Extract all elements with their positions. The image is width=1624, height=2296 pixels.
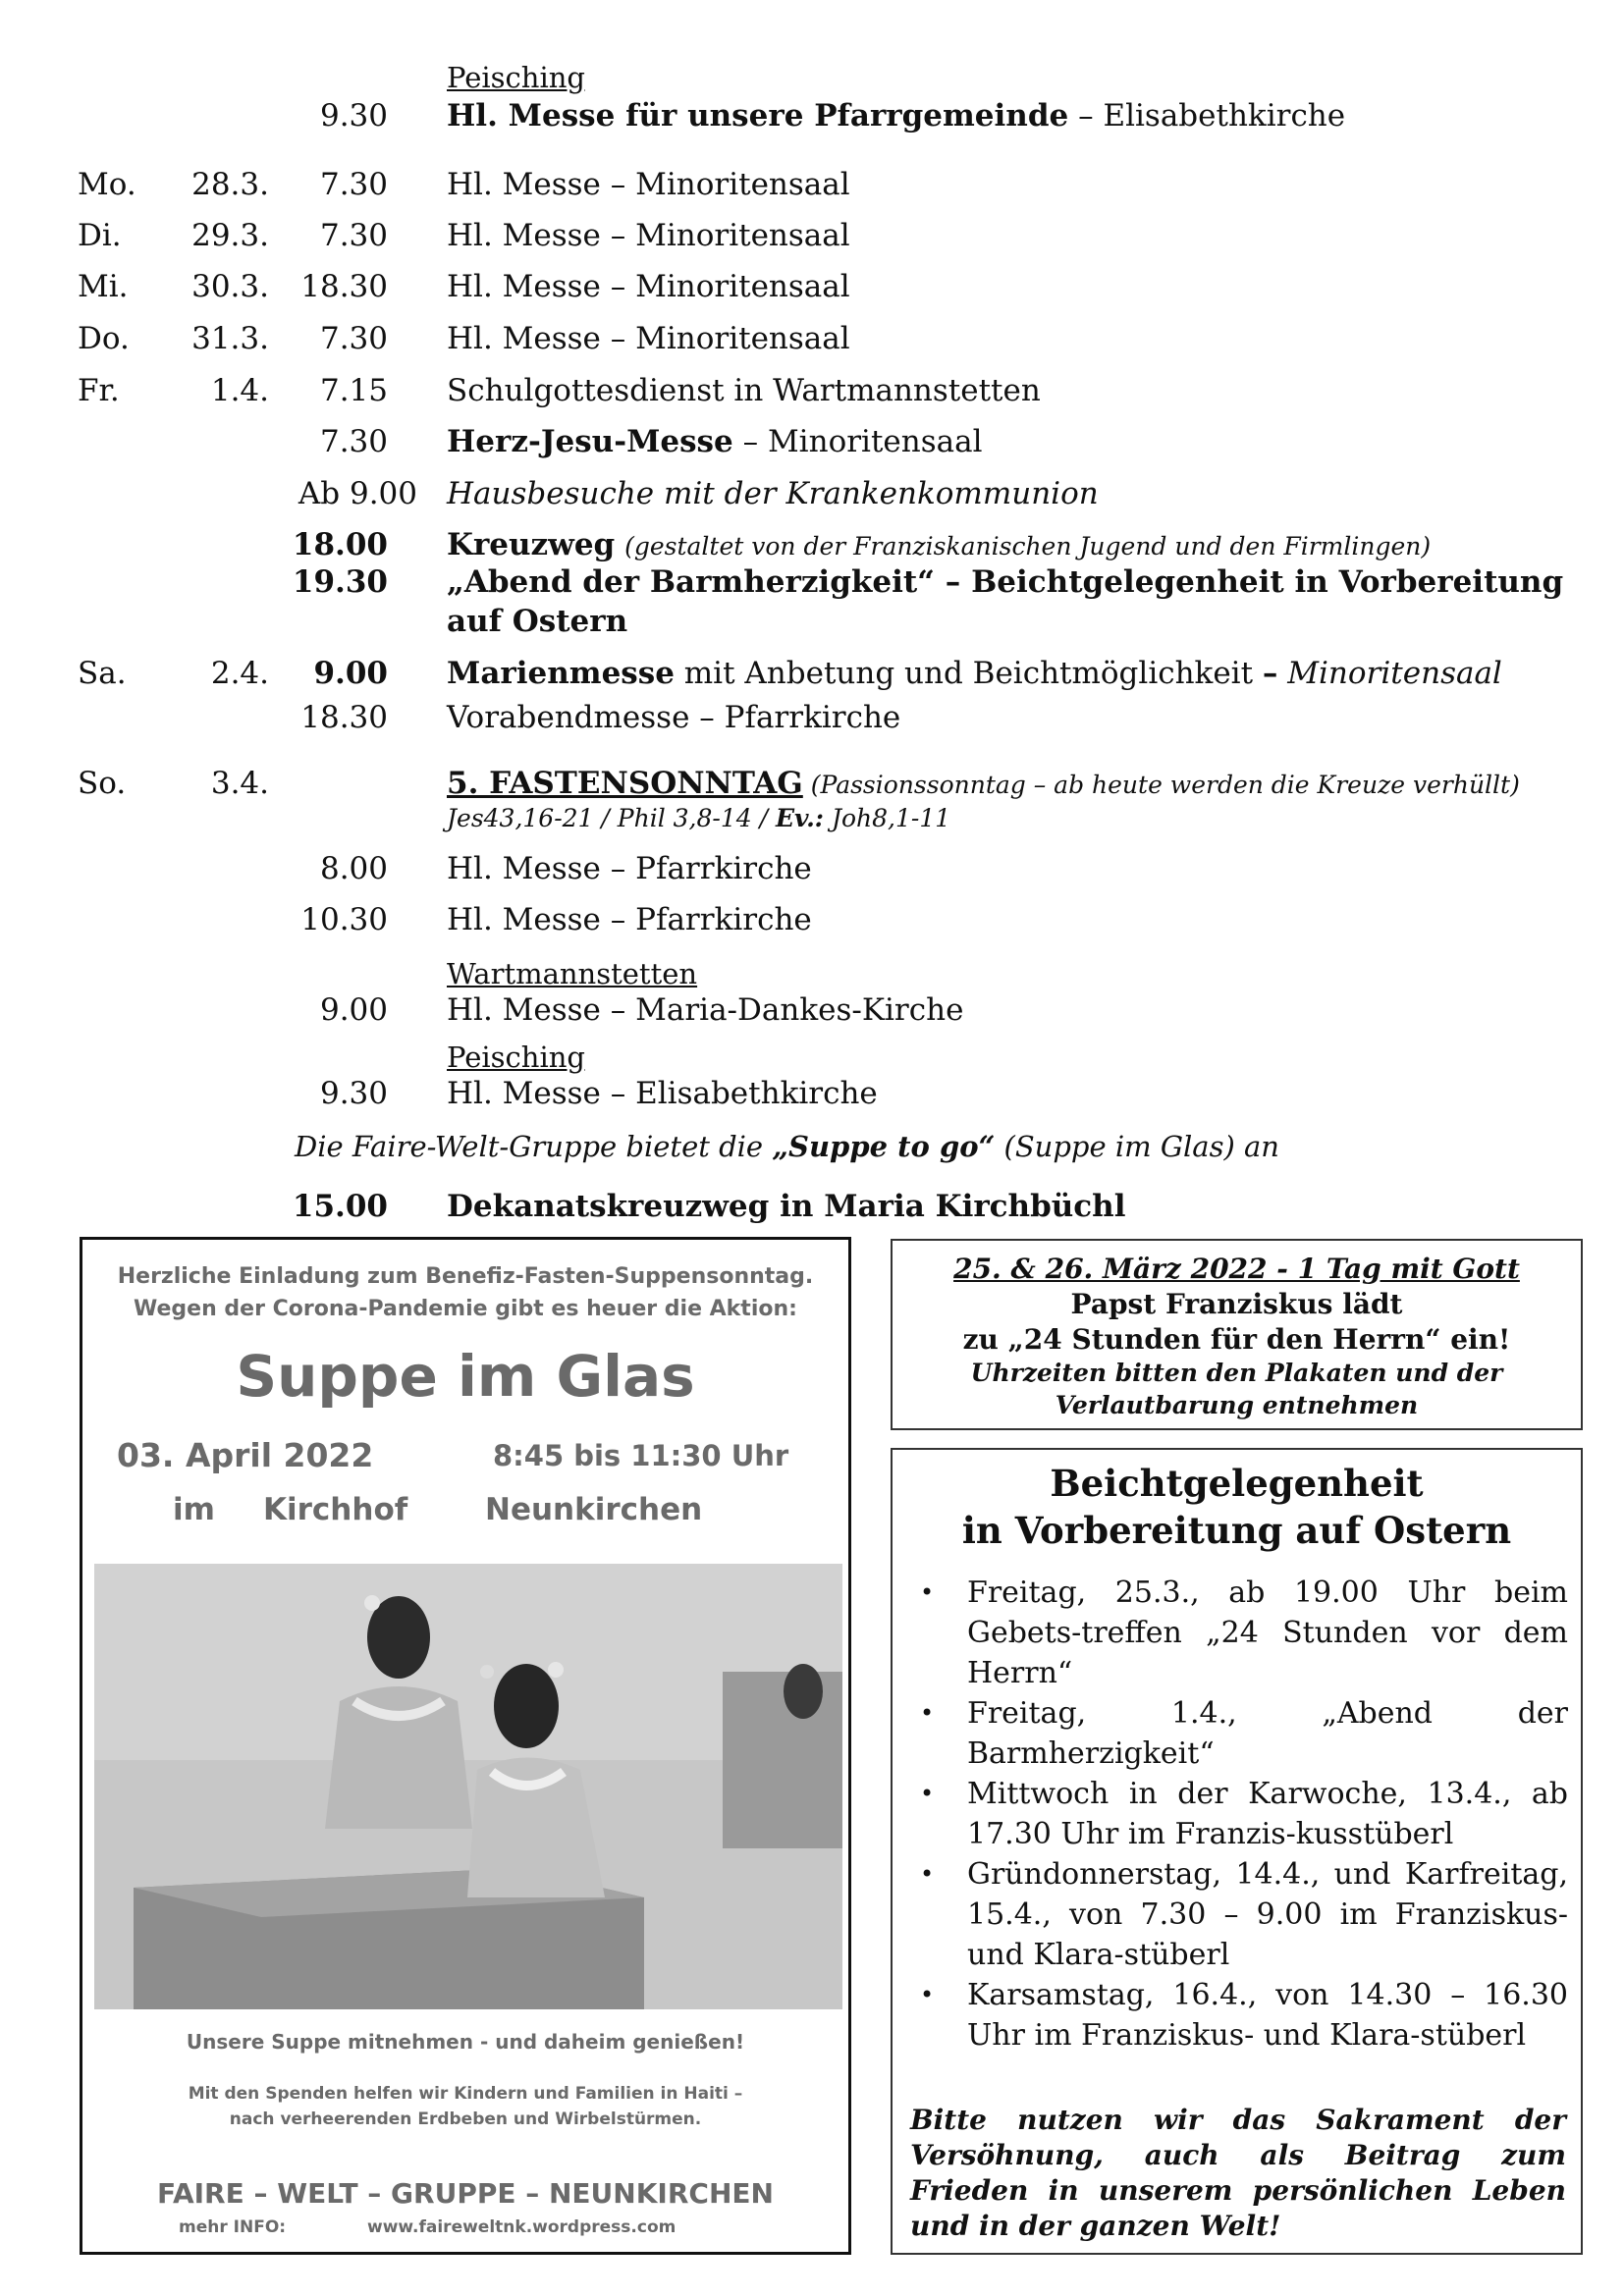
schedule-date: 29.3.: [191, 218, 269, 253]
schedule-time: 9.00: [319, 992, 388, 1028]
children-photo-drawing: [94, 1564, 842, 2009]
schedule-day: Do.: [78, 321, 130, 356]
schedule-time: 19.30: [292, 564, 388, 600]
soup-note-text: [295, 1129, 1279, 1164]
event-note: (gestaltet von der Franziskanischen Jugend und den Firmlingen): [624, 532, 1432, 561]
schedule-time: 9.00: [313, 656, 388, 691]
bullet-icon: •: [920, 1860, 935, 1888]
poster-group: FAIRE – WELT – GRUPPE – NEUNKIRCHEN: [157, 2177, 774, 2210]
schedule-text: Hl. Messe – Pfarrkirche: [447, 902, 812, 937]
beicht-closing: Bitte nutzen wir das Sakrament der Versöhnung, auch als Beitrag zum Frieden in unserem persönlichen Leben und in der ganzen Welt!: [910, 2104, 1566, 2242]
sunday-note: (Passionssonntag – ab heute werden die Kreuze verhüllt): [802, 771, 1520, 799]
poster-info-url: www.faireweltnk.wordpress.com: [367, 2217, 677, 2237]
gott-box-line-3: Uhrzeiten bitten den Plakaten und der: [970, 1359, 1503, 1387]
list-item: [910, 1975, 1568, 2056]
poster-place-town: Neunkirchen: [485, 1492, 703, 1527]
gott-box-line-2: zu „24 Stunden für den Herrn“ ein!: [962, 1323, 1511, 1356]
schedule-time: 9.30: [319, 1076, 388, 1111]
poster-date: 03. April 2022: [117, 1436, 374, 1474]
list-item: [910, 1774, 1568, 1854]
mass-title: Marienmesse: [447, 656, 675, 691]
schedule-date: 28.3.: [191, 167, 269, 202]
readings-text: Jes43,16-21 / Phil 3,8-14 /: [447, 804, 776, 832]
schedule-day: Di.: [78, 218, 122, 253]
beicht-list: [910, 1573, 1568, 2056]
schedule-text: Hl. Messe – Minoritensaal: [447, 218, 850, 253]
gott-box-line-4: Verlautbarung entnehmen: [1055, 1391, 1419, 1419]
schedule-text: [447, 656, 1502, 691]
schedule-time: 7.15: [319, 373, 388, 408]
schedule-text: Schulgottesdienst in Wartmannstetten: [447, 373, 1041, 408]
schedule-text: [447, 766, 1520, 803]
schedule-text: Hl. Messe – Minoritensaal: [447, 269, 850, 304]
schedule-date: 1.4.: [210, 373, 269, 408]
schedule-text: [447, 98, 1345, 133]
schedule-time: 9.30: [319, 98, 388, 133]
readings: [447, 801, 950, 836]
list-item-text: Mittwoch in der Karwoche, 13.4., ab 17.30 Uhr im Franzis-kusstüberl: [967, 1777, 1568, 1851]
schedule-day: Mo.: [78, 167, 136, 202]
beicht-title-1: Beichtgelegenheit: [1050, 1462, 1424, 1505]
bullet-icon: •: [920, 1699, 935, 1727]
schedule-date: 30.3.: [191, 269, 269, 304]
mass-title: Hl. Messe für unsere Pfarrgemeinde: [447, 98, 1069, 133]
gott-box-title: 25. & 26. März 2022 - 1 Tag mit Gott: [953, 1253, 1520, 1285]
list-item-text: Karsamstag, 16.4., von 14.30 – 16.30 Uhr im Franziskus- und Klara-stüberl: [967, 1978, 1568, 2053]
sunday-title: 5. FASTENSONNTAG: [447, 766, 803, 801]
schedule-text: Hl. Messe – Minoritensaal: [447, 167, 850, 202]
schedule-time: 18.30: [300, 269, 388, 304]
bullet-icon: •: [920, 1578, 935, 1606]
schedule-time: 7.30: [319, 218, 388, 253]
location-heading-wartmannstetten: Wartmannstetten: [447, 957, 698, 990]
tag-mit-gott-box: [891, 1239, 1583, 1430]
schedule-time: 10.30: [300, 902, 388, 937]
mass-place: – Elisabethkirche: [1068, 98, 1346, 133]
beicht-title-2: in Vorbereitung auf Ostern: [961, 1509, 1512, 1552]
event-title-cont: auf Ostern: [447, 604, 628, 639]
schedule-text: Dekanatskreuzweg in Maria Kirchbüchl: [447, 1189, 1126, 1224]
bullet-icon: •: [920, 1981, 935, 2008]
soup-note-highlight: „Suppe to go“: [772, 1130, 996, 1163]
schedule-text: Vorabendmesse – Pfarrkirche: [447, 700, 901, 735]
schedule-text: Hl. Messe – Maria-Dankes-Kirche: [447, 992, 964, 1028]
readings-ev-label: Ev.:: [776, 804, 824, 832]
schedule-day: So.: [78, 766, 127, 801]
list-item-text: Freitag, 1.4., „Abend der Barmherzigkeit“: [967, 1696, 1568, 1771]
schedule-time: 7.30: [319, 167, 388, 202]
schedule-date: 31.3.: [191, 321, 269, 356]
schedule-text: [447, 424, 983, 459]
poster-info-label: mehr INFO:: [179, 2217, 287, 2237]
soup-note-a: Die Faire-Welt-Gruppe bietet die: [295, 1130, 773, 1163]
schedule-text: [447, 527, 1431, 564]
gott-box-line-1: Papst Franziskus lädt: [1070, 1288, 1403, 1320]
soup-note-c: (Suppe im Glas) an: [995, 1130, 1279, 1163]
schedule-time: 7.30: [319, 424, 388, 459]
children-photo: [94, 1564, 842, 2009]
list-item-text: Freitag, 25.3., ab 19.00 Uhr beim Gebets-treffen „24 Stunden vor dem Herrn“: [967, 1575, 1568, 1690]
schedule-text: Hausbesuche mit der Krankenkommunion: [447, 476, 1099, 511]
event-title: „Abend der Barmherzigkeit“ – Beichtgelegenheit in Vorbereitung: [447, 564, 1564, 600]
poster-intro-1: Herzliche Einladung zum Benefiz-Fasten-Suppensonntag.: [117, 1264, 814, 1289]
soup-poster: [80, 1237, 851, 2255]
bullet-icon: •: [920, 1780, 935, 1807]
schedule-time: 18.00: [292, 527, 388, 562]
schedule-time: 18.30: [300, 700, 388, 735]
mass-title: Herz-Jesu-Messe: [447, 424, 733, 459]
schedule-time: Ab 9.00: [298, 476, 417, 511]
schedule-day: Mi.: [78, 269, 129, 304]
schedule-day: Fr.: [78, 373, 120, 408]
poster-tagline: Unsere Suppe mitnehmen - und daheim genießen!: [186, 2030, 745, 2054]
schedule-date: 2.4.: [210, 656, 269, 691]
event-title: Kreuzweg: [447, 527, 616, 562]
mass-place: Minoritensaal: [1277, 656, 1502, 691]
schedule-text: Hl. Messe – Minoritensaal: [447, 321, 850, 356]
poster-place-kirchhof: Kirchhof: [263, 1492, 408, 1527]
location-heading-peisching: Peisching: [447, 1041, 585, 1074]
poster-place-im: im: [173, 1492, 215, 1527]
schedule-day: Sa.: [78, 656, 127, 691]
list-item: [910, 1573, 1568, 1693]
dash: –: [1262, 656, 1278, 691]
location-heading-peisching: Peisching: [447, 61, 585, 94]
schedule-time: 7.30: [319, 321, 388, 356]
mass-desc: mit Anbetung und Beichtmöglichkeit: [674, 656, 1263, 691]
schedule-time: 8.00: [319, 851, 388, 886]
poster-title: Suppe im Glas: [236, 1343, 695, 1410]
schedule-text: Hl. Messe – Pfarrkirche: [447, 851, 812, 886]
readings-gospel: Joh8,1-11: [824, 804, 951, 832]
list-item: [910, 1854, 1568, 1975]
schedule-time: 15.00: [292, 1189, 388, 1224]
poster-donation-1: Mit den Spenden helfen wir Kindern und Familien in Haiti –: [188, 2084, 743, 2104]
poster-time: 8:45 bis 11:30 Uhr: [493, 1439, 789, 1472]
beichtgelegenheit-box: [891, 1448, 1583, 2255]
schedule-date: 3.4.: [210, 766, 269, 801]
schedule-text: Hl. Messe – Elisabethkirche: [447, 1076, 878, 1111]
list-item: [910, 1693, 1568, 1774]
mass-place: – Minoritensaal: [732, 424, 983, 459]
list-item-text: Gründonnerstag, 14.4., und Karfreitag, 15.4., von 7.30 – 9.00 im Franziskus- und Klara-stüberl: [967, 1857, 1568, 1972]
poster-donation-2: nach verheerenden Erdbeben und Wirbelstürmen.: [229, 2109, 702, 2129]
poster-intro-2: Wegen der Corona-Pandemie gibt es heuer die Aktion:: [134, 1297, 797, 1321]
